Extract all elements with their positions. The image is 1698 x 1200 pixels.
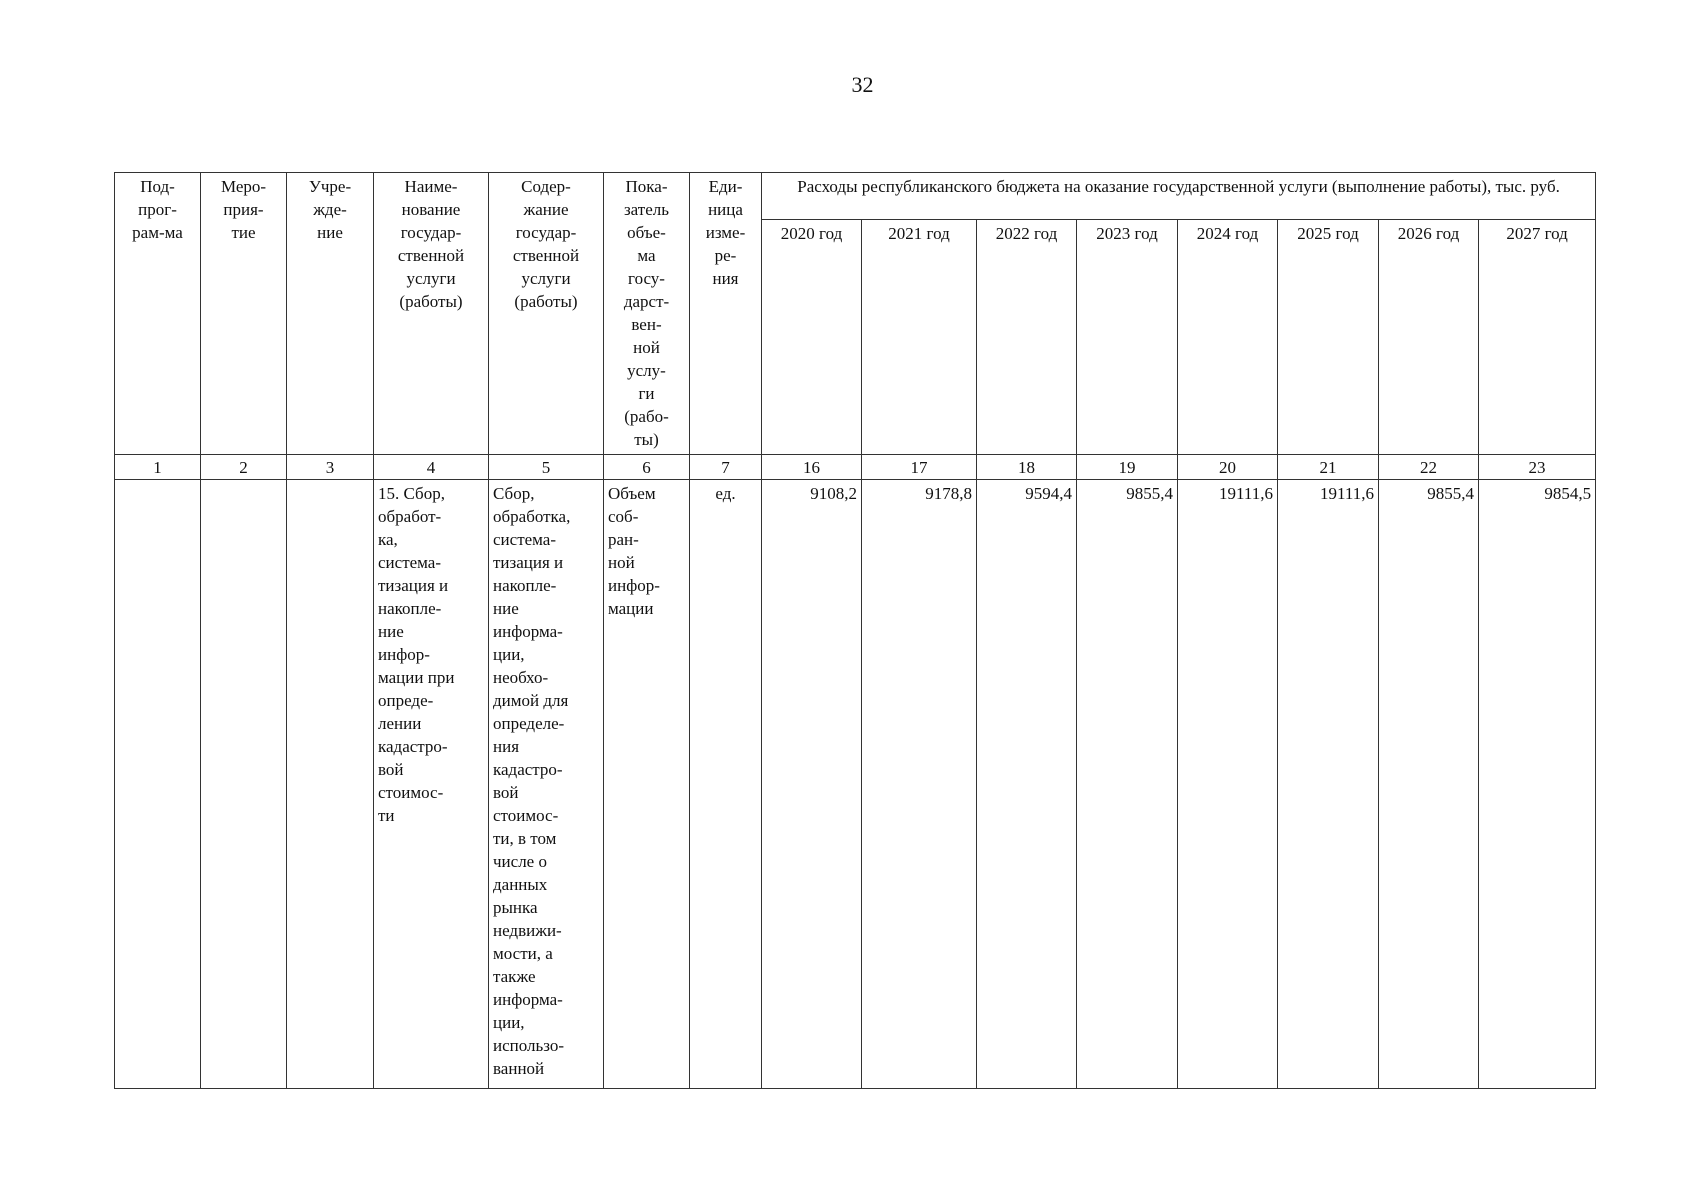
header-service-name: Наиме- нование государ- ственной услуги (работы)	[374, 173, 489, 455]
column-number: 20	[1178, 455, 1278, 480]
header-row-1	[115, 173, 1596, 220]
cell-value-2027: 9854,5	[1479, 480, 1596, 1089]
header-year-2024: 2024 год	[1178, 220, 1278, 455]
column-number: 2	[201, 455, 287, 480]
cell-value-2026: 9855,4	[1379, 480, 1479, 1089]
column-number: 17	[862, 455, 977, 480]
cell-value-2025: 19111,6	[1278, 480, 1379, 1089]
column-number: 22	[1379, 455, 1479, 480]
column-number: 18	[977, 455, 1077, 480]
header-measure: Меро- прия- тие	[201, 173, 287, 455]
budget-table	[114, 172, 1596, 1089]
column-number: 1	[115, 455, 201, 480]
cell-subprogram	[115, 480, 201, 1089]
column-number: 19	[1077, 455, 1178, 480]
column-number-row	[115, 455, 1596, 480]
header-year-2023: 2023 год	[1077, 220, 1178, 455]
column-number: 4	[374, 455, 489, 480]
cell-institution	[287, 480, 374, 1089]
cell-value-2023: 9855,4	[1077, 480, 1178, 1089]
header-year-2026: 2026 год	[1379, 220, 1479, 455]
cell-service-content: Сбор, обработка, система- тизация и накопле- ние информа- ции, необхо- димой для определе- ния кадастро- вой стоимос- ти, в том числе о данных рынка недвижи- мости, а также информа- ции, использо- ванной	[489, 480, 604, 1089]
header-expenses-group: Расходы республиканского бюджета на оказание государственной услуги (выполнение работы), тыс. руб.	[762, 173, 1596, 220]
header-year-2025: 2025 год	[1278, 220, 1379, 455]
column-number: 3	[287, 455, 374, 480]
table-row	[115, 480, 1596, 1089]
header-year-2021: 2021 год	[862, 220, 977, 455]
cell-service-name: 15. Сбор, обработ- ка, система- тизация и накопле- ние инфор- мации при опреде- лении кадастро- вой стоимос- ти	[374, 480, 489, 1089]
column-number: 21	[1278, 455, 1379, 480]
header-volume-indicator: Пока- затель объе- ма госу- дарст- вен- ной услу- ги (рабо- ты)	[604, 173, 690, 455]
cell-measure	[201, 480, 287, 1089]
header-unit: Еди- ница изме- ре- ния	[690, 173, 762, 455]
header-subprogram: Под- прог- рам-ма	[115, 173, 201, 455]
column-number: 16	[762, 455, 862, 480]
column-number: 5	[489, 455, 604, 480]
cell-value-2022: 9594,4	[977, 480, 1077, 1089]
column-number: 7	[690, 455, 762, 480]
header-year-2020: 2020 год	[762, 220, 862, 455]
cell-value-2020: 9108,2	[762, 480, 862, 1089]
page-number: 32	[851, 72, 874, 97]
column-number: 6	[604, 455, 690, 480]
header-year-2022: 2022 год	[977, 220, 1077, 455]
cell-unit: ед.	[690, 480, 762, 1089]
cell-value-2021: 9178,8	[862, 480, 977, 1089]
column-number: 23	[1479, 455, 1596, 480]
header-institution: Учре- жде- ние	[287, 173, 374, 455]
header-service-content: Содер- жание государ- ственной услуги (работы)	[489, 173, 604, 455]
cell-volume-indicator: Объем соб- ран- ной инфор- мации	[604, 480, 690, 1089]
cell-value-2024: 19111,6	[1178, 480, 1278, 1089]
header-year-2027: 2027 год	[1479, 220, 1596, 455]
